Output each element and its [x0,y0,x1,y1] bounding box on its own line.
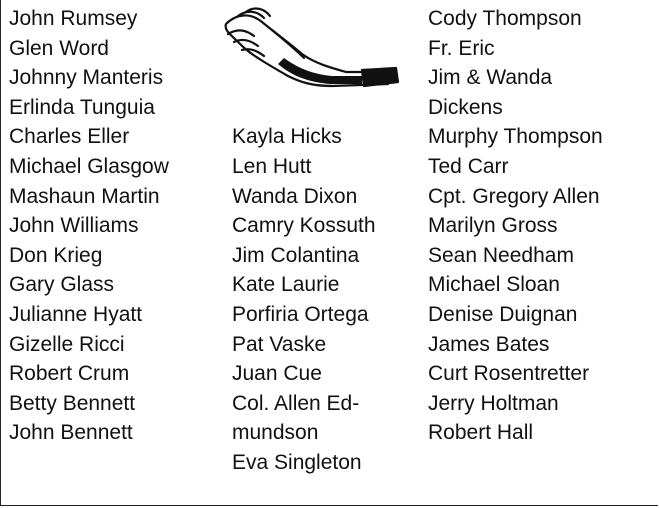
list-item: Pat Vaske [232,332,327,356]
list-item: Camry Kossuth [232,214,376,238]
list-item: John Bennett [9,421,133,445]
list-item: Don Krieg [9,243,103,267]
list-item: Michael Sloan [428,273,560,297]
list-item: Porfiria Ortega [232,302,369,326]
list-item: John Rumsey [9,7,138,30]
list-item: Betty Bennett [9,391,136,415]
list-item: Jim Colantina [232,243,360,267]
list-item: Julianne Hyatt [9,302,143,326]
names-column-left [9,4,169,448]
list-item: Johnny Manteris [9,66,164,90]
list-item: Gary Glass [9,273,115,297]
list-item: Erlinda Tunguia [9,95,155,119]
list-item: Kate Laurie [232,273,340,297]
list-item: Sean Needham [428,243,574,267]
list-item: Jerry Holtman [428,391,559,415]
list-item: Curt Rosentretter [428,362,590,386]
list-item: Eva Singleton [232,450,362,474]
list-item: Juan Cue [232,362,322,386]
list-item: Dickens [428,95,503,119]
list-item: Murphy Thompson [428,125,603,149]
list-item: Glen Word [9,36,109,60]
list-item: Cody Thompson [428,7,582,30]
list-item: James Bates [428,332,550,356]
list-item: Robert Crum [9,362,130,386]
list-item: Cpt. Gregory Allen [428,184,600,208]
list-item: mundson [232,421,319,445]
list-item: Fr. Eric [428,36,495,60]
list-item: Mashaun Martin [9,184,160,208]
praying-hands-icon [212,2,408,106]
names-column-right [428,4,603,448]
list-item: Ted Carr [428,154,509,178]
list-item: Charles Eller [9,125,130,149]
list-item: Denise Duignan [428,302,578,326]
list-item: Len Hutt [232,154,312,178]
list-item: Kayla Hicks [232,125,342,149]
list-item: John Williams [9,214,139,238]
list-item: Wanda Dixon [232,184,358,208]
list-item: Col. Allen Ed- [232,391,360,415]
list-item: Robert Hall [428,421,534,445]
list-item: Marilyn Gross [428,214,558,238]
list-item: Michael Glasgow [9,154,169,178]
list-item: Jim & Wanda [428,66,553,90]
list-item: Gizelle Ricci [9,332,125,356]
names-column-middle [232,122,376,477]
